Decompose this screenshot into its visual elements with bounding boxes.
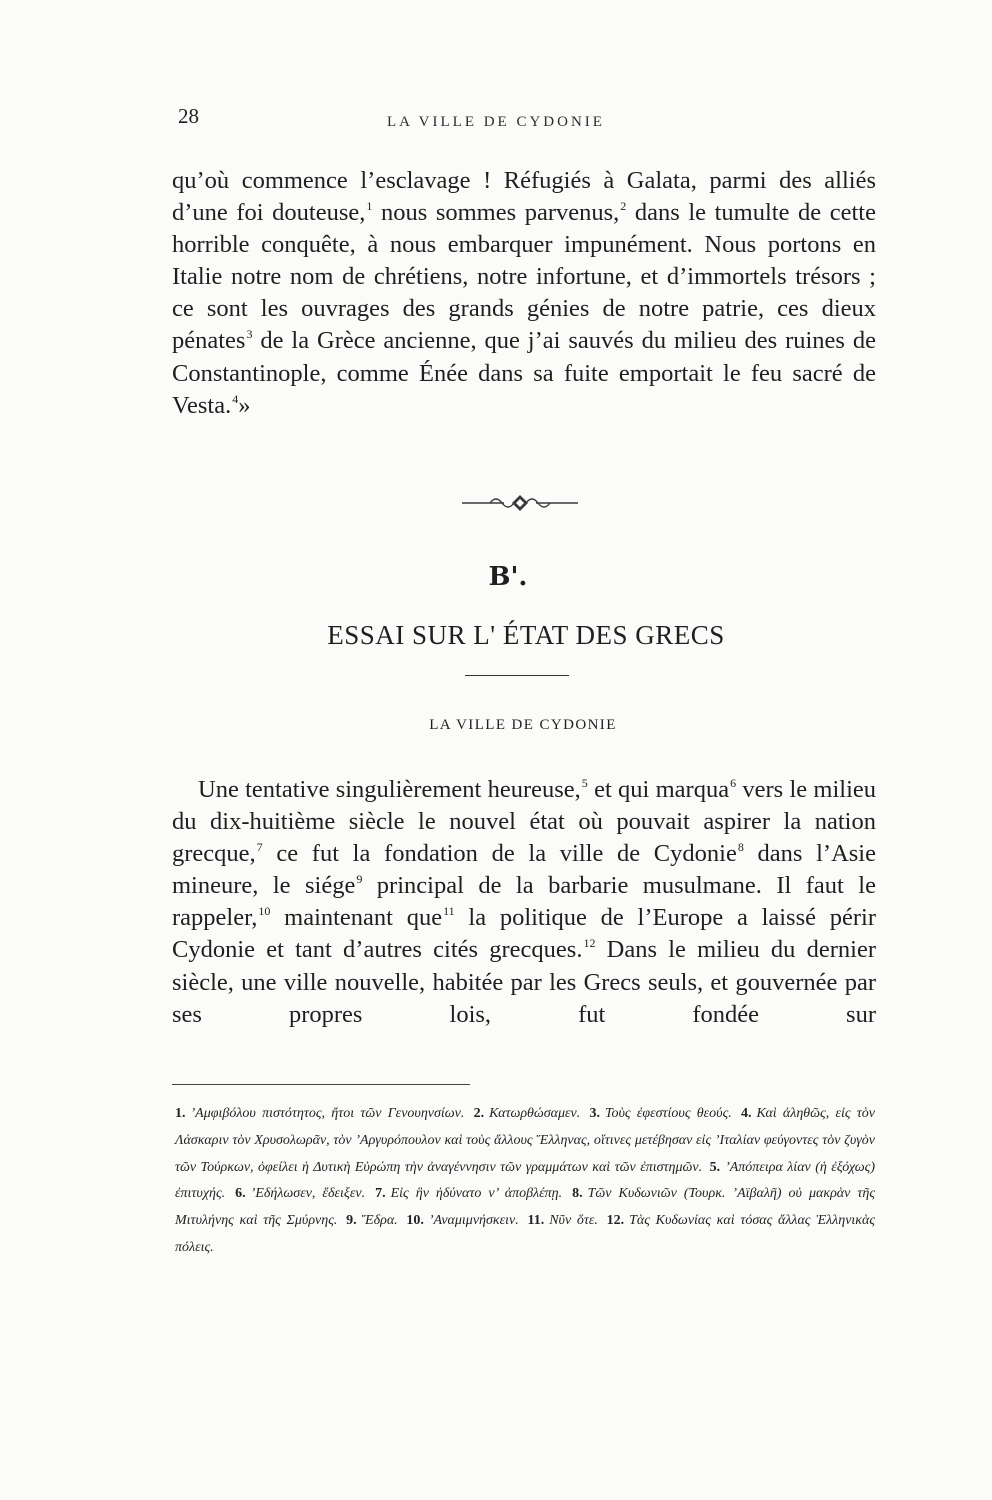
ornament-divider-icon: [460, 492, 580, 514]
title-rule: [465, 675, 569, 676]
footnote-number: 1.: [175, 1106, 186, 1121]
footnote-marker[interactable]: 4: [232, 391, 239, 406]
footnote-number: 7.: [375, 1186, 386, 1202]
footnote-number: 10.: [406, 1213, 424, 1229]
text-segment: vers le milieu du dix-huitième siècle le nouvel état où pouvait aspirer la nation grecque,: [172, 776, 877, 868]
footnote-marker[interactable]: 7: [256, 840, 263, 855]
footnote-number: 12.: [606, 1213, 625, 1229]
footnote-marker[interactable]: 12: [583, 936, 596, 951]
intro-paragraph: [172, 165, 876, 422]
text-segment: et qui marqua: [587, 776, 730, 803]
text-segment: Une tentative singulièrement heureuse,: [198, 776, 581, 803]
footnote-marker[interactable]: 2: [620, 199, 627, 214]
footnote-text: Τὰς Κυδωνίας καὶ τόσας ἄλλας Ἑλληνικὰς πόλεις.: [175, 1213, 876, 1255]
section-letter: B'.: [488, 562, 528, 592]
footnote-marker[interactable]: 1: [366, 199, 373, 214]
footnote-number: 4.: [741, 1106, 752, 1121]
footnote-text: ’Εδήλωσεν, ἔδειξεν.: [250, 1186, 366, 1202]
text-segment: maintenant que: [270, 904, 443, 932]
footnote-text: Τῶν Κυδωνιῶν (Τουρκ. ’Αϊβαλῆ) οὐ μακρὰν τῆς Μιτυλήνης καὶ τῆς Σμύρνης.: [175, 1186, 876, 1229]
footnote-number: 9.: [346, 1213, 357, 1229]
footnote-marker[interactable]: 6: [730, 776, 737, 790]
footnote-number: 8.: [572, 1186, 583, 1202]
footnote-number: 11.: [527, 1213, 545, 1229]
text-segment: Dans le milieu du dernier siècle, une ville nouvelle, habitée par les Grecs seuls, et gouvernée par ses propres lois, fut fondée sur: [172, 936, 876, 1028]
footnote-text: Καὶ ἀληθῶς, εἰς τὸν Λάσκαριν τὸν Χρυσολωρᾶν, τὸν ’Αργυρόπουλον καὶ τοὺς ἄλλους Ἕλληνας, οἵτινες μετέβησαν εἰς ’Ιταλίαν φεύγοντες τὸν ζυγὸν τῶν Τούρκων, ὀφείλει ἡ Δυτικὴ Εὐρώπη τὴν ἀναγέννησιν τῶν γραμμάτων καὶ τῶν ἐπιστημῶν.: [175, 1106, 876, 1175]
footnote-text: Εἰς ἣν ἠδύνατο ν’ ἀποβλέπῃ.: [390, 1186, 563, 1202]
footnote-text: Νῦν ὅτε.: [549, 1213, 598, 1229]
footnote-text: ’Αναμιμνήσκειν.: [428, 1213, 519, 1229]
page-number: 28: [178, 104, 199, 128]
footnote-marker[interactable]: 8: [737, 840, 744, 855]
footnote-marker[interactable]: 10: [258, 904, 271, 919]
footnote-text: ’Αμφιβόλου πιστότητος, ἤτοι τῶν Γενουηνσίων.: [190, 1106, 465, 1121]
footnote-text: Ἕδρα.: [361, 1213, 398, 1229]
text-segment: de la Grèce ancienne, que j’ai sauvés du milieu des ruines de Constantinople, comme Énée dans sa fuite emportait le feu sacré de Vesta.: [172, 327, 876, 419]
footnote-number: 2.: [473, 1106, 485, 1121]
text-segment: qu’où commence l’esclavage ! Réfugiés à Galata, parmi des alliés d’une foi douteuse,: [172, 167, 876, 227]
subsection-title: LA VILLE DE CYDONIE: [429, 717, 617, 733]
text-segment: nous sommes parvenus,: [372, 199, 620, 227]
text-segment: principal de la barbarie musulmane. Il faut le rappeler,: [172, 872, 876, 932]
footnote-marker[interactable]: 3: [246, 327, 253, 342]
text-segment: dans l’Asie mineure, le siége: [172, 840, 876, 900]
footnote-text: Τοὺς ἐφεστίους θεούς.: [604, 1106, 732, 1121]
section-title: ESSAI SUR L' ÉTAT DES GRECS: [327, 620, 725, 650]
text-segment: dans le tumulte de cette horrible conquête, à nous embarquer impunément. Nous portons en Italie notre nom de chrétiens, notre infortune, et d’immortels trésors ; ce sont les ouvrages des grands génies de notre patrie, ces dieux pénates: [172, 199, 876, 355]
footnote-text: ’Απόπειρα λίαν (ἡ ἐξόχως) ἐπιτυχής.: [175, 1159, 876, 1202]
footnote-marker[interactable]: 11: [443, 904, 455, 919]
footnotes: [175, 1101, 875, 1262]
footnote-number: 5.: [709, 1159, 721, 1175]
footnote-marker[interactable]: 5: [581, 776, 588, 790]
footnote-text: Κατωρθώσαμεν.: [489, 1106, 581, 1121]
text-segment: ce fut la fondation de la ville de Cydonie: [262, 840, 737, 868]
essay-paragraph: [172, 774, 876, 1031]
running-title: LA VILLE DE CYDONIE: [387, 114, 605, 130]
footnote-divider: [172, 1084, 470, 1085]
footnote-number: 3.: [589, 1106, 600, 1121]
text-segment: la politique de l’Europe a laissé périr Cydonie et tant d’autres cités grecques.: [172, 904, 876, 964]
footnote-marker[interactable]: 9: [356, 872, 363, 887]
footnote-number: 6.: [235, 1186, 246, 1202]
text-segment: »: [238, 391, 251, 419]
